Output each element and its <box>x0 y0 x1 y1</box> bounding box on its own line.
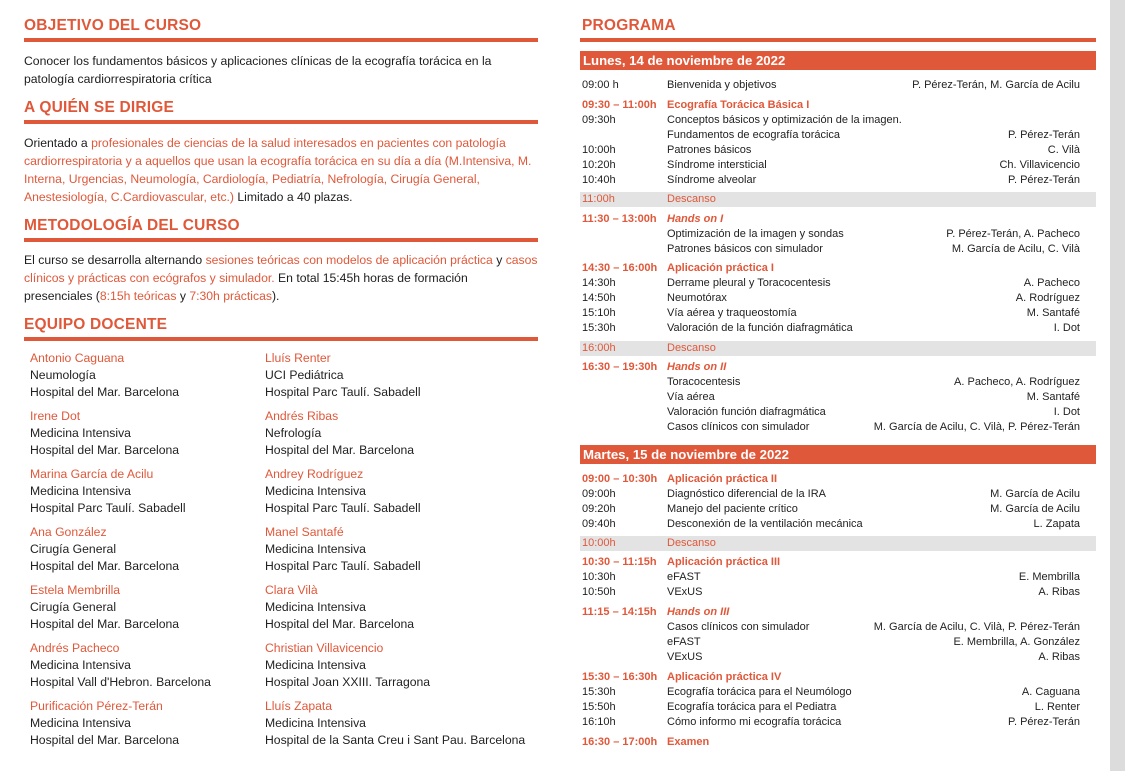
schedule-row <box>580 158 1096 173</box>
schedule-time: 14:50h <box>582 292 616 304</box>
schedule-time: 11:00h <box>582 193 615 205</box>
schedule-description: Cómo informo mi ecografía torácica <box>667 716 842 728</box>
schedule-row <box>580 517 1096 532</box>
schedule-time: 15:30 – 16:30h <box>582 671 658 683</box>
faculty-specialty: Medicina Intensiva <box>30 484 131 498</box>
schedule-time: 10:00h <box>582 144 616 156</box>
schedule-time: 10:50h <box>582 586 616 598</box>
schedule-row <box>580 143 1096 158</box>
schedule-row <box>580 405 1096 420</box>
schedule-description: Ecografía Torácica Básica I <box>667 99 810 111</box>
schedule-time: 15:30h <box>582 686 616 698</box>
faculty-column-1 <box>30 350 270 756</box>
faculty-hospital: Hospital de la Santa Creu i Sant Pau. Barcelona <box>265 733 526 747</box>
metodologia-rule <box>24 238 538 242</box>
schedule-speaker: Ch. Villavicencio <box>999 159 1080 171</box>
faculty-hospital: Hospital Parc Taulí. Sabadell <box>265 385 421 399</box>
schedule-speaker: A. Ribas <box>1038 586 1080 598</box>
schedule-row <box>580 321 1096 336</box>
dirige-rule <box>24 120 538 124</box>
schedule-row <box>580 700 1096 715</box>
faculty-specialty: Medicina Intensiva <box>265 658 366 672</box>
faculty-hospital: Hospital Vall d'Hebron. Barcelona <box>30 675 211 689</box>
faculty-specialty: Medicina Intensiva <box>265 542 366 556</box>
schedule-description: Vía aérea y traqueostomía <box>667 307 797 319</box>
schedule-row <box>580 620 1096 635</box>
schedule-description: Descanso <box>667 193 716 205</box>
schedule-speaker: A. Pacheco <box>1023 277 1080 289</box>
schedule-time: 09:00h <box>582 488 616 500</box>
schedule-time: 16:30 – 17:00h <box>582 736 658 748</box>
schedule-description: Síndrome intersticial <box>667 159 767 171</box>
faculty-specialty: Cirugía General <box>30 600 117 614</box>
schedule-time: 10:30 – 11:15h <box>582 556 657 568</box>
schedule-row <box>580 502 1096 517</box>
schedule-speaker: C. Vilà <box>1047 144 1080 156</box>
faculty-hospital: Hospital del Mar. Barcelona <box>30 617 180 631</box>
metodologia-highlight-1: sesiones teóricas con modelos de aplicación práctica <box>205 253 493 267</box>
session-row <box>580 670 1096 685</box>
schedule-time: 16:00h <box>582 342 616 354</box>
schedule-row <box>580 715 1096 730</box>
schedule-description: Aplicación práctica II <box>667 473 778 485</box>
schedule-speaker: I. Dot <box>1053 322 1080 334</box>
schedule-row <box>580 585 1096 600</box>
schedule-speaker: A. Pacheco, A. Rodríguez <box>954 376 1080 388</box>
schedule-row <box>580 276 1096 291</box>
schedule-speaker: E. Membrilla, A. González <box>953 636 1080 648</box>
schedule-time: 15:10h <box>582 307 616 319</box>
schedule-row <box>580 570 1096 585</box>
faculty-column-2 <box>265 350 555 756</box>
objetivo-rule <box>24 38 538 42</box>
faculty-member <box>265 582 555 640</box>
schedule-description: Valoración función diafragmática <box>667 406 826 418</box>
schedule-speaker: P. Pérez-Terán, M. García de Acilu <box>912 79 1080 91</box>
schedule-speaker: M. Santafé <box>1026 391 1080 403</box>
schedule-description: Hands on III <box>667 606 730 618</box>
schedule-description: Descanso <box>667 342 716 354</box>
faculty-hospital: Hospital Parc Taulí. Sabadell <box>30 501 186 515</box>
faculty-hospital: Hospital del Mar. Barcelona <box>30 385 180 399</box>
faculty-name: Clara Vilà <box>265 583 318 597</box>
faculty-specialty: Medicina Intensiva <box>30 716 131 730</box>
schedule-row <box>580 113 1096 128</box>
schedule-description: Casos clínicos con simulador <box>667 621 810 633</box>
objetivo-text: Conocer los fundamentos básicos y aplicaciones clínicas de la ecografía torácica en la patología cardiorrespiratoria crítica <box>24 54 492 86</box>
session-row <box>580 261 1096 276</box>
schedule-description: Desconexión de la ventilación mecánica <box>667 518 863 530</box>
programa-rule <box>580 38 1096 42</box>
schedule-row <box>580 635 1096 650</box>
schedule-time: 10:00h <box>582 537 616 549</box>
session-row <box>580 735 1096 750</box>
schedule-description: Optimización de la imagen y sondas <box>667 228 844 240</box>
faculty-name: Ana González <box>30 525 107 539</box>
schedule-description: Patrones básicos con simulador <box>667 243 823 255</box>
schedule-speaker: L. Renter <box>1034 701 1080 713</box>
session-row <box>580 472 1096 487</box>
schedule-description: Síndrome alveolar <box>667 174 757 186</box>
faculty-specialty: Medicina Intensiva <box>265 600 366 614</box>
faculty-member <box>265 524 555 582</box>
schedule-description: Casos clínicos con simulador <box>667 421 810 433</box>
schedule-time: 09:00 – 10:30h <box>582 473 658 485</box>
schedule-speaker: I. Dot <box>1053 406 1080 418</box>
schedule-description: Hands on I <box>667 213 724 225</box>
schedule-speaker: P. Pérez-Terán <box>1008 129 1080 141</box>
schedule-speaker: A. Rodríguez <box>1015 292 1080 304</box>
schedule-description: VExUS <box>667 586 703 598</box>
schedule-row <box>580 128 1096 143</box>
faculty-name: Manel Santafé <box>265 525 344 539</box>
faculty-hospital: Hospital Parc Taulí. Sabadell <box>265 559 421 573</box>
schedule-row <box>580 650 1096 665</box>
schedule-row <box>580 227 1096 242</box>
faculty-specialty: Medicina Intensiva <box>265 484 366 498</box>
metodologia-plain-1: El curso se desarrolla alternando <box>24 253 206 267</box>
schedule-speaker: A. Caguana <box>1021 686 1080 698</box>
faculty-hospital: Hospital Parc Taulí. Sabadell <box>265 501 421 515</box>
faculty-member <box>30 350 270 408</box>
schedule-row <box>580 173 1096 188</box>
schedule-speaker: P. Pérez-Terán, A. Pacheco <box>946 228 1080 240</box>
schedule-description: Aplicación práctica III <box>667 556 781 568</box>
schedule-time: 10:30h <box>582 571 616 583</box>
dirige-text-highlight: profesionales de ciencias de la salud interesados en pacientes con patología cardiorrespiratoria y a aquellos que usan la ecografía torácica en su día a día (M.Intensiva, M. Interna, Urgencias, Neumología, Cardiología, Pediatría, Nefrología, Cirugía General, Anestesiología, C.Cardiovascular, etc.) <box>24 136 532 204</box>
faculty-hospital: Hospital Joan XXIII. Tarragona <box>265 675 431 689</box>
schedule-speaker: P. Pérez-Terán <box>1008 716 1080 728</box>
faculty-specialty: Medicina Intensiva <box>30 426 131 440</box>
schedule-time: 14:30h <box>582 277 616 289</box>
schedule-description: Toracocentesis <box>667 376 741 388</box>
schedule-time: 11:30 – 13:00h <box>582 213 657 225</box>
schedule-speaker: E. Membrilla <box>1018 571 1080 583</box>
schedule-description: Examen <box>667 736 710 748</box>
schedule-description: Vía aérea <box>667 391 715 403</box>
faculty-hospital: Hospital del Mar. Barcelona <box>30 733 180 747</box>
faculty-hospital: Hospital del Mar. Barcelona <box>265 443 415 457</box>
metodologia-plain-3: En total 15:45h horas de formación presenciales ( <box>24 271 468 303</box>
faculty-specialty: Cirugía General <box>30 542 117 556</box>
schedule-description: Diagnóstico diferencial de la IRA <box>667 488 826 500</box>
faculty-member <box>265 408 555 466</box>
schedule-row <box>580 685 1096 700</box>
faculty-specialty: Medicina Intensiva <box>265 716 366 730</box>
schedule-time: 10:20h <box>582 159 616 171</box>
session-row <box>580 360 1096 375</box>
schedule-row <box>580 306 1096 321</box>
schedule-description: Descanso <box>667 537 716 549</box>
schedule-speaker: L. Zapata <box>1033 518 1080 530</box>
faculty-name: Andrés Ribas <box>265 409 339 423</box>
faculty-specialty: Nefrología <box>265 426 322 440</box>
faculty-name: Andrés Pacheco <box>30 641 120 655</box>
faculty-member <box>265 466 555 524</box>
faculty-name: Antonio Caguana <box>30 351 125 365</box>
metodologia-highlight-4: 7:30h prácticas <box>189 289 272 303</box>
schedule-row <box>580 291 1096 306</box>
dirige-text-plain-2: Limitado a 40 plazas. <box>234 190 353 204</box>
faculty-member <box>265 640 555 698</box>
session-row <box>580 98 1096 113</box>
schedule-time: 09:00 h <box>582 79 619 91</box>
faculty-name: Purificación Pérez-Terán <box>30 699 163 713</box>
schedule-time: 09:40h <box>582 518 616 530</box>
faculty-name: Andrey Rodríguez <box>265 467 364 481</box>
faculty-hospital: Hospital del Mar. Barcelona <box>30 443 180 457</box>
metodologia-title: METODOLOGÍA DEL CURSO <box>24 217 240 234</box>
dirige-text-plain-1: Orientado a <box>24 136 92 150</box>
dirige-title: A QUIÉN SE DIRIGE <box>24 99 175 116</box>
schedule-time: 16:10h <box>582 716 616 728</box>
faculty-name: Estela Membrilla <box>30 583 121 597</box>
schedule-description: Patrones básicos <box>667 144 752 156</box>
schedule-speaker: M. García de Acilu, C. Vilà, P. Pérez-Terán <box>873 421 1080 433</box>
session-row <box>580 555 1096 570</box>
faculty-member <box>265 350 555 408</box>
faculty-member <box>30 466 270 524</box>
schedule-description: VExUS <box>667 651 703 663</box>
schedule-row <box>580 390 1096 405</box>
faculty-hospital: Hospital del Mar. Barcelona <box>30 559 180 573</box>
dirige-text <box>24 134 538 206</box>
session-row <box>580 605 1096 620</box>
faculty-specialty: Neumología <box>30 368 96 382</box>
schedule-description: Fundamentos de ecografía torácica <box>667 129 841 141</box>
schedule-speaker: M. García de Acilu, C. Vilà, P. Pérez-Terán <box>873 621 1080 633</box>
faculty-hospital: Hospital del Mar. Barcelona <box>265 617 415 631</box>
metodologia-plain-5: ). <box>271 289 280 303</box>
metodologia-plain-2: y <box>492 253 506 267</box>
schedule-description: Aplicación práctica I <box>667 262 774 274</box>
faculty-name: Lluís Zapata <box>265 699 333 713</box>
session-row <box>580 212 1096 227</box>
schedule-time: 09:20h <box>582 503 616 515</box>
break-row <box>580 192 1096 207</box>
schedule-description: Ecografía torácica para el Neumólogo <box>667 686 852 698</box>
faculty-specialty: Medicina Intensiva <box>30 658 131 672</box>
schedule-row <box>580 487 1096 502</box>
break-row <box>580 536 1096 551</box>
schedule-description: Derrame pleural y Toracocentesis <box>667 277 831 289</box>
faculty-member <box>30 582 270 640</box>
schedule-description: Valoración de la función diafragmática <box>667 322 853 334</box>
schedule-time: 14:30 – 16:00h <box>582 262 658 274</box>
faculty-member <box>265 698 555 756</box>
metodologia-highlight-2: casos clínicos y prácticas con ecógrafos y simulador. <box>24 253 538 285</box>
faculty-member <box>30 408 270 466</box>
schedule-description: Conceptos básicos y optimización de la imagen. <box>667 114 902 126</box>
day1-header: Lunes, 14 de noviembre de 2022 <box>580 51 1096 70</box>
faculty-member <box>30 698 270 756</box>
schedule-time: 15:30h <box>582 322 616 334</box>
schedule-row <box>580 420 1096 435</box>
faculty-name: Lluís Renter <box>265 351 331 365</box>
schedule-description: eFAST <box>667 571 701 583</box>
schedule-row <box>580 375 1096 390</box>
schedule-description: eFAST <box>667 636 701 648</box>
faculty-name: Irene Dot <box>30 409 81 423</box>
metodologia-text <box>24 251 538 305</box>
faculty-member <box>30 640 270 698</box>
programa-title: PROGRAMA <box>582 17 676 34</box>
schedule-row <box>580 242 1096 257</box>
objetivo-title: OBJETIVO DEL CURSO <box>24 17 202 34</box>
faculty-member <box>30 524 270 582</box>
schedule-time: 16:30 – 19:30h <box>582 361 658 373</box>
schedule-description: Aplicación práctica IV <box>667 671 782 683</box>
schedule-description: Bienvenida y objetivos <box>667 79 777 91</box>
schedule-description: Neumotórax <box>667 292 727 304</box>
metodologia-highlight-3: 8:15h teóricas <box>99 289 177 303</box>
equipo-rule <box>24 337 538 341</box>
schedule-speaker: M. García de Acilu <box>990 488 1080 500</box>
schedule-time: 15:50h <box>582 701 616 713</box>
faculty-name: Marina García de Acilu <box>30 467 154 481</box>
equipo-title: EQUIPO DOCENTE <box>24 316 168 333</box>
break-row <box>580 341 1096 356</box>
schedule-speaker: A. Ribas <box>1038 651 1080 663</box>
schedule-time: 09:30 – 11:00h <box>582 99 657 111</box>
schedule-time: 09:30h <box>582 114 616 126</box>
schedule-row <box>580 78 1096 93</box>
page-edge <box>1110 0 1125 771</box>
faculty-name: Christian Villavicencio <box>265 641 384 655</box>
schedule-description: Manejo del paciente crítico <box>667 503 798 515</box>
schedule-description: Hands on II <box>667 361 727 373</box>
faculty-specialty: UCI Pediátrica <box>265 368 344 382</box>
day2-header: Martes, 15 de noviembre de 2022 <box>580 445 1096 464</box>
schedule-description: Ecografía torácica para el Pediatra <box>667 701 837 713</box>
schedule-speaker: M. Santafé <box>1026 307 1080 319</box>
schedule-time: 11:15 – 14:15h <box>582 606 657 618</box>
schedule-time: 10:40h <box>582 174 616 186</box>
metodologia-plain-4: y <box>176 289 190 303</box>
schedule-speaker: M. García de Acilu, C. Vilà <box>951 243 1080 255</box>
schedule-speaker: M. García de Acilu <box>990 503 1080 515</box>
schedule-speaker: P. Pérez-Terán <box>1008 174 1080 186</box>
